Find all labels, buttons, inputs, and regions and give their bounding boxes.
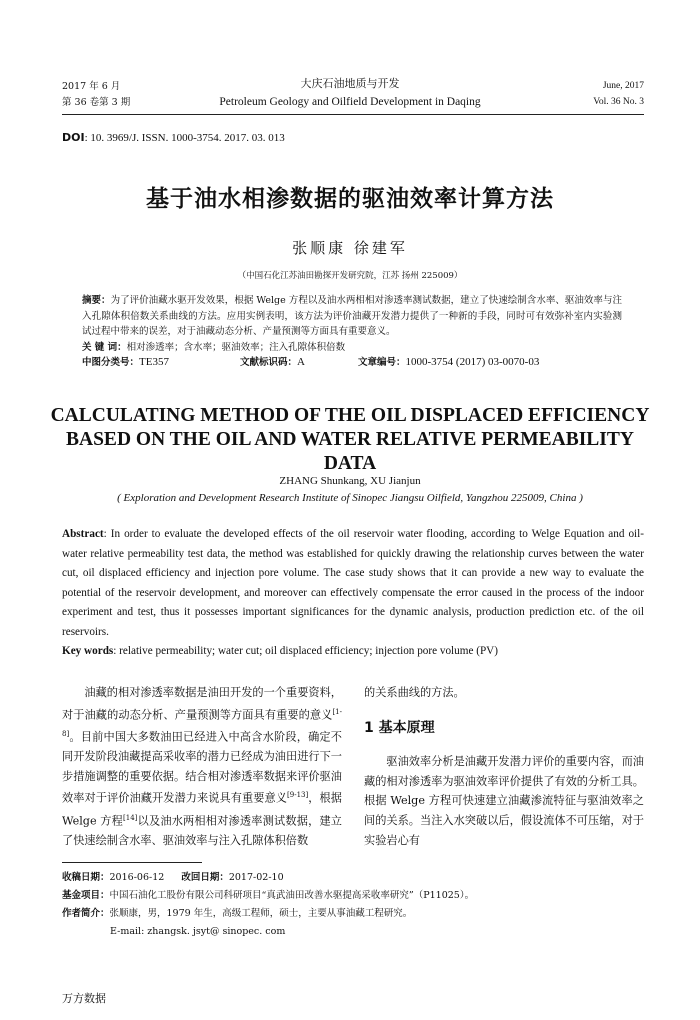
body-paragraph [62,683,342,851]
body-left-column [62,683,342,851]
footnote-rule [62,862,202,863]
clc-label: 中图分类号： [82,357,140,368]
affiliation-cn: （中国石化江苏油田勘探开发研究院，江苏 扬州 225009） [237,271,463,281]
watermark-text: 万方数据 [62,992,106,1005]
author-bio-text: 张顺康，男，1979 年生，高级工程师，硕士，主要从事油藏工程研究。 [109,908,413,919]
citation: [9-13] [287,791,309,800]
doi-label: DOI [62,131,85,144]
section-heading: 1 基本原理 [364,719,435,736]
header-right [560,80,644,109]
doi-value: : 10. 3969/J. ISSN. 1000-3754. 2017. 03. 013 [84,132,285,144]
received-date: 2016-06-12 [109,872,165,883]
header-journal [190,76,510,110]
revised-date: 2017-02-10 [228,872,284,883]
journal-name-en: Petroleum Geology and Oilfield Development in Daqing [219,96,481,108]
abstract-en-label: Abstract [62,528,104,540]
fund-label: 基金项目： [62,890,110,901]
footnote [62,869,644,941]
abstract-cn-text: 为了评价油藏水驱开发效果，根据 Welge 方程以及油水两相相对渗透率测试数据，建立了快速绘制含水率、驱油效率与注入孔隙体积倍数关系曲线的方法。应用实例表明，该方法为评价油藏开发潜力提供了一种新的手段，同时可有效弥补室内实验测试过程中带来的误差，对于油藏动态分析、产量预测等方面具有重要意义。 [82,295,622,337]
received-label: 收稿日期： [62,872,110,883]
header-rule [62,114,644,115]
keywords-cn-label: 关 键 词： [82,341,127,353]
email-line: E-mail: zhangsk. jsyt@ sinopec. com [110,926,286,937]
keywords-en-label: Key words [62,645,114,657]
body-text: 。目前中国大多数油田已经进入中高含水阶段，确定不同开发阶段油藏提高采收率的潜力已经成为油田进行下一步措施调整的重要依据。结合相对渗透率数据来评价驱油效率对于评价油藏开发潜力来说具有重要意义 [62,730,342,806]
clc-value: TE357 [139,356,169,368]
author-bio-label: 作者简介： [62,908,110,919]
abstract-cn [82,293,622,371]
body-paragraph: 驱油效率分析是油藏开发潜力评价的重要内容，而油藏的相对渗透率为驱油效率评价提供了有效的分析工具。根据 Welge 方程可快速建立油藏渗流特征与驱油效率之间的关系。当注入水突破以后，假设流体不可压缩，对于实验岩心有 [364,755,644,847]
author-bio-line [62,905,644,923]
article-no-label: 文章编号： [358,357,406,368]
header-left [62,80,130,109]
dates-line [62,869,644,887]
page-title: 基于油水相渗数据的驱油效率计算方法 [146,186,554,212]
body-text: ，根据 Welge 方程 [62,792,342,828]
affiliation-en: ( Exploration and Development Research Institute of Sinopec Jiangsu Oilfield, Yangzhou 225009, China ) [117,492,583,504]
journal-name-cn: 大庆石油地质与开发 [300,77,400,90]
abstract-en [62,525,644,662]
header-date-en: June, 2017 [602,81,644,91]
header-date: 2017 年 6 月 [62,81,121,92]
fund-line [62,887,644,905]
authors-cn: 张顺康 徐建军 [292,239,408,257]
keywords-cn: 相对渗透率；含水率；驱油效率；注入孔隙体积倍数 [126,341,346,353]
header-volume-en: Vol. 36 No. 3 [593,97,644,107]
citation: [1-8] [62,707,342,738]
doc-code-label: 文献标识码： [240,357,298,368]
keywords-en: : relative permeability; water cut; oil displaced efficiency; injection pore volume (PV) [113,645,498,657]
authors-en: ZHANG Shunkang, XU Jianjun [279,475,421,487]
body-text: 油藏的相对渗透率数据是油田开发的一个重要资料，对于油藏的动态分析、产量预测等方面具有重要的意义 [62,686,342,722]
header-volume: 第 36 卷第 3 期 [62,97,131,108]
abstract-cn-label: 摘要： [82,295,111,306]
title-en: CALCULATING METHOD OF THE OIL DISPLACED EFFICIENCY BASED ON THE OIL AND WATER RELATIVE PERMEABILITY DATA [50,405,650,474]
revised-label: 改回日期： [181,872,229,883]
citation: [14] [123,813,138,822]
fund-text: 中国石油化工股份有限公司科研项目“真武油田改善水驱提高采收率研究”（P11025）。 [109,890,475,901]
body-right-column [364,683,644,850]
body-continuation: 的关系曲线的方法。 [364,686,465,699]
doc-code-value: A [297,356,305,368]
article-no-value: 1000-3754 (2017) 03-0070-03 [405,356,540,368]
doi-line [62,131,285,144]
abstract-en-text: : In order to evaluate the developed effects of the oil reservoir water flooding, according to Welge Equation and oil-water relative permeability test data, the method was established for quickly drawing the relationship curves between the water cut, oil displaced efficiency and injection pore volume. The case study shows that it can provide a new way to evaluate the potential of the reservoir development, and moreover can effectively compensate the error caused in the process of the indoor experiment and test, thus it possesses important significances for the dynamic analysis, production prediction etc. of the oil reservoirs. [62,528,644,638]
body-text: 以及油水两相相对渗透率测试数据，建立了快速绘制含水率、驱油效率与注入孔隙体积倍数 [62,814,342,848]
